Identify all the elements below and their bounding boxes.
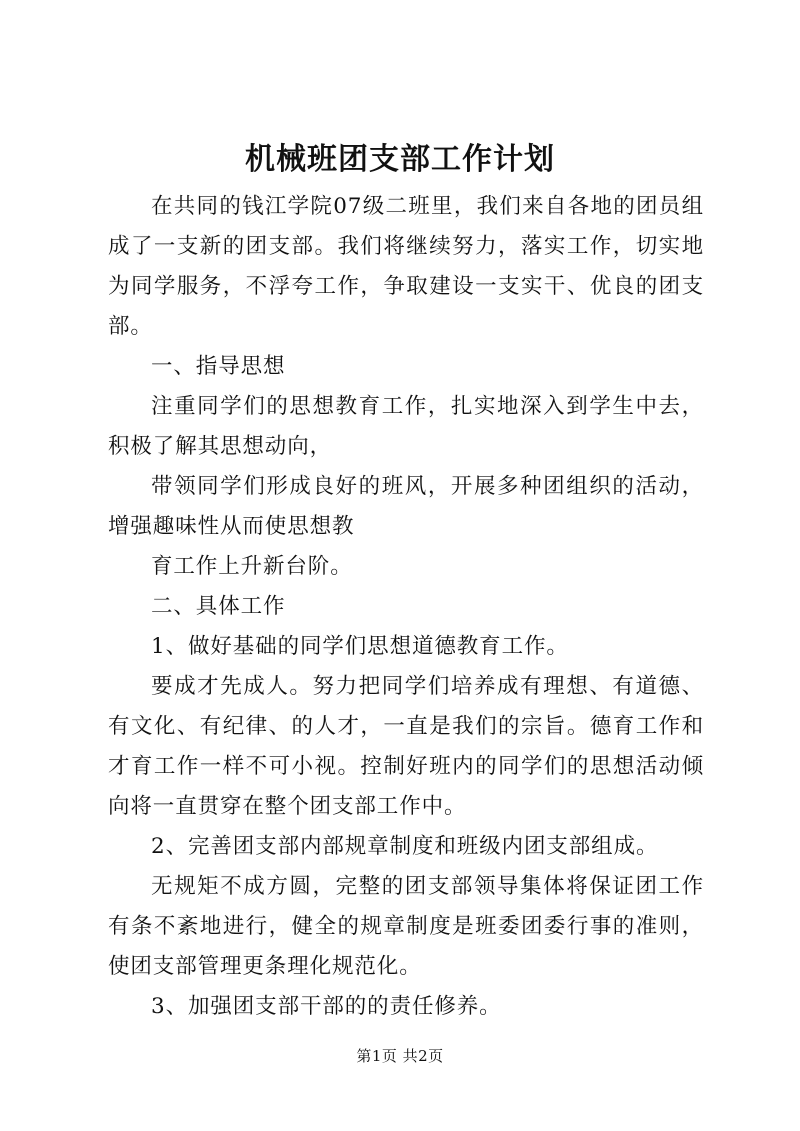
paragraph-intro: 在共同的钱江学院07级二班里，我们来自各地的团员组成了一支新的团支部。我们将继续努力，落实工作，切实地为同学服务，不浮夸工作，争取建设一支实干、优良的团支部。 [108, 194, 704, 339]
item-1-heading: 1、做好基础的同学们思想道德教育工作。 [151, 634, 569, 659]
item-2-heading: 2、完善团支部内部规章制度和班级内团支部组成。 [151, 834, 659, 859]
paragraph-moral-education: 要成才先成人。努力把同学们培养成有理想、有道德、有文化、有纪律、的人才，一直是我们的宗旨。德育工作和才育工作一样不可小视。控制好班内的同学们的思想活动倾向将一直贯穿在整个团支部工作中。 [108, 674, 704, 819]
item-3-heading: 3、加强团支部干部的的责任修养。 [151, 994, 502, 1019]
document-title: 机械班团支部工作计划 [245, 142, 555, 177]
heading-guiding-thought: 一、指导思想 [151, 354, 286, 379]
paragraph-thought-education: 注重同学们的思想教育工作，扎实地深入到学生中去，积极了解其思想动向， [108, 394, 704, 459]
document-body [108, 187, 704, 1027]
heading-specific-work: 二、具体工作 [151, 594, 286, 619]
paragraph-class-style: 带领同学们形成良好的班风，开展多种团组织的活动，增强趣味性从而使思想教 [108, 474, 704, 539]
paragraph-rules: 无规矩不成方圆，完整的团支部领导集体将保证团工作有条不紊地进行，健全的规章制度是班委团委行事的准则，使团支部管理更条理化规范化。 [108, 874, 704, 979]
paragraph-new-level: 育工作上升新台阶。 [151, 554, 353, 579]
page-footer: 第1页 共2页 [356, 1047, 444, 1065]
